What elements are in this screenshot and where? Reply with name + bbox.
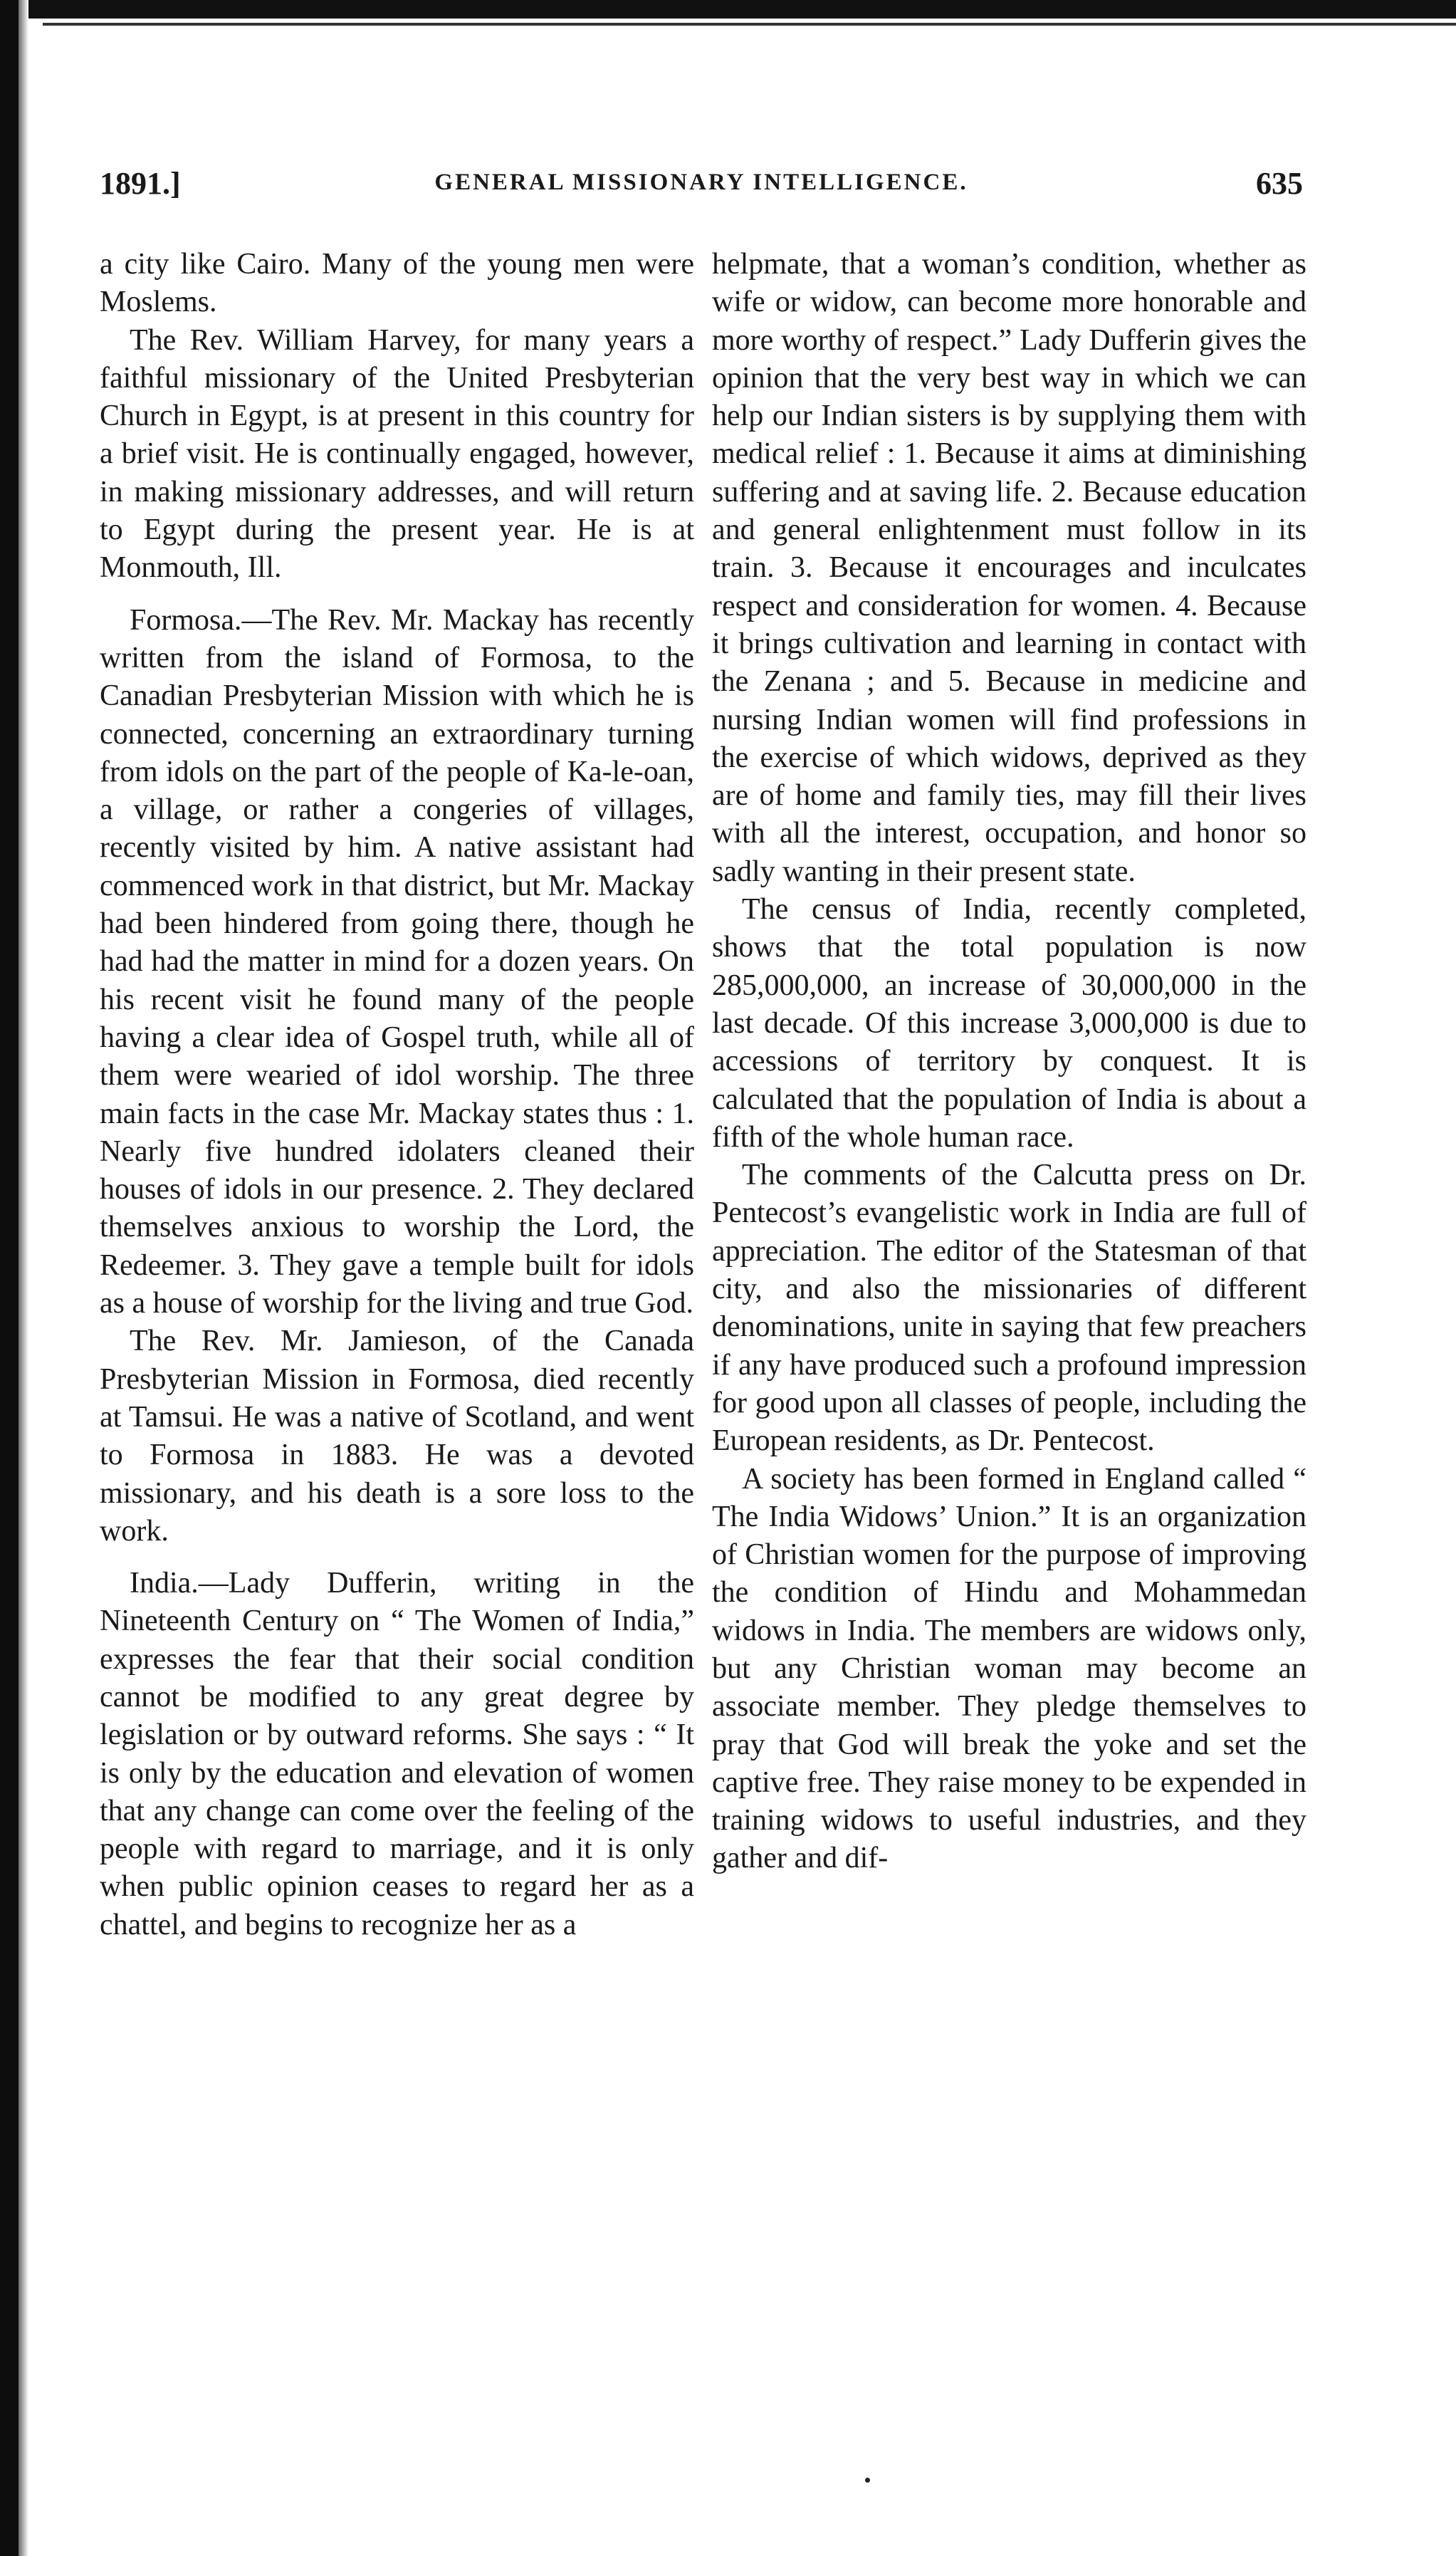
paragraph-widows-union: A society has been formed in England called “ The India Widows’ Union.” It is an organization of Christian women for the purpose of improving the condition of Hindu and Mohammedan widows in India. The members are widows only, but any Christian woman may become an associate member. They pledge themselves to pray that God will break the yoke and set the captive free. They raise money to be expended in training widows to useful industries, and they gather and dif- <box>712 1462 1306 1875</box>
header-year: 1891.] <box>100 166 181 201</box>
page-speck <box>865 2478 870 2483</box>
paragraph-census: The census of India, recently completed, shows that the total population is now 285,000,000, an increase of 30,000,000 in the last decade. Of this increase 3,000,000 is due to accessions of territory by conquest. It is calculated that the population of India is about a fifth of the whole human race. <box>712 893 1306 1154</box>
binding-shadow <box>19 0 28 2556</box>
paragraph-dufferin-continuation: helpmate, that a woman’s condition, whether as wife or widow, can become more honorable and more worthy of respect.” Lady Dufferin gives the opinion that the very best way in which we can help our Indian sisters is by supplying them with medical relief : 1. Because it aims at diminishing suffering and at saving life. 2. Because education and general enlightenment must follow in its train. 3. Because it encourages and inculcates respect and consideration for women. 4. Because it brings cultivation and learning in contact with the Zenana ; and 5. Because in medicine and nursing Indian women will find professions in the exercise of which widows, deprived as they are of home and family ties, may fill their lives with all the interest, occupation, and honor so sadly wanting in their present state. <box>712 248 1306 888</box>
paragraph-calcutta-press: The comments of the Calcutta press on Dr. Pentecost’s evangelistic work in India are full of appreciation. The editor of the Statesman of that city, and also the missionaries of different denominations, unite in saying that few preachers if any have produced such a profound impression for good upon all classes of people, including the European residents, as Dr. Pentecost. <box>712 1159 1306 1458</box>
left-column <box>100 246 694 1944</box>
top-rule <box>43 23 1456 26</box>
right-column <box>712 246 1306 1878</box>
paragraph-formosa: Formosa.—The Rev. Mr. Mackay has recently written from the island of Formosa, to the Canadian Presbyterian Mission with which he is connected, concerning an extraordinary turning from idols on the part of the people of Ka-le-oan, a village, or rather a congeries of villages, recently visited by him. A native assistant had commenced work in that district, but Mr. Mackay had been hindered from going there, though he had had the matter in mind for a dozen years. On his recent visit he found many of the people having a clear idea of Gospel truth, while all of them were wearied of idol worship. The three main facts in the case Mr. Mackay states thus : 1. Nearly five hundred idolaters cleaned their houses of idols in our presence. 2. They declared themselves anxious to worship the Lord, the Redeemer. 3. They gave a temple built for idols as a house of worship for the living and true God. <box>100 603 694 1320</box>
paragraph-india-dufferin: India.—Lady Dufferin, writing in the Nineteenth Century on “ The Women of India,” expresses the fear that their social condition cannot be modified to any great degree by legislation or by outward reforms. She says : “ It is only by the education and elevation of women that any change can come over the feeling of the people with regard to marriage, and it is only when public opinion ceases to regard her as a chattel, and begins to recognize her as a <box>100 1567 694 1941</box>
paragraph-cairo-continuation: a city like Cairo. Many of the young men were Moslems. <box>100 248 694 319</box>
running-title: GENERAL MISSIONARY INTELLIGENCE. <box>434 169 968 195</box>
top-border <box>0 0 1456 19</box>
page-header <box>100 165 1303 215</box>
page-binding-edge <box>0 0 19 2556</box>
paragraph-jamieson: The Rev. Mr. Jamieson, of the Canada Presbyterian Mission in Formosa, died recently at Tamsui. He was a native of Scotland, and went to Formosa in 1883. He was a devoted missionary, and his death is a sore loss to the work. <box>100 1325 694 1548</box>
page-number: 635 <box>1256 166 1303 201</box>
paragraph-harvey: The Rev. William Harvey, for many years a faithful missionary of the United Presbyterian Church in Egypt, is at present in this country for a brief visit. He is continually engaged, however, in making missionary addresses, and will return to Egypt during the present year. He is at Monmouth, Ill. <box>100 323 694 585</box>
